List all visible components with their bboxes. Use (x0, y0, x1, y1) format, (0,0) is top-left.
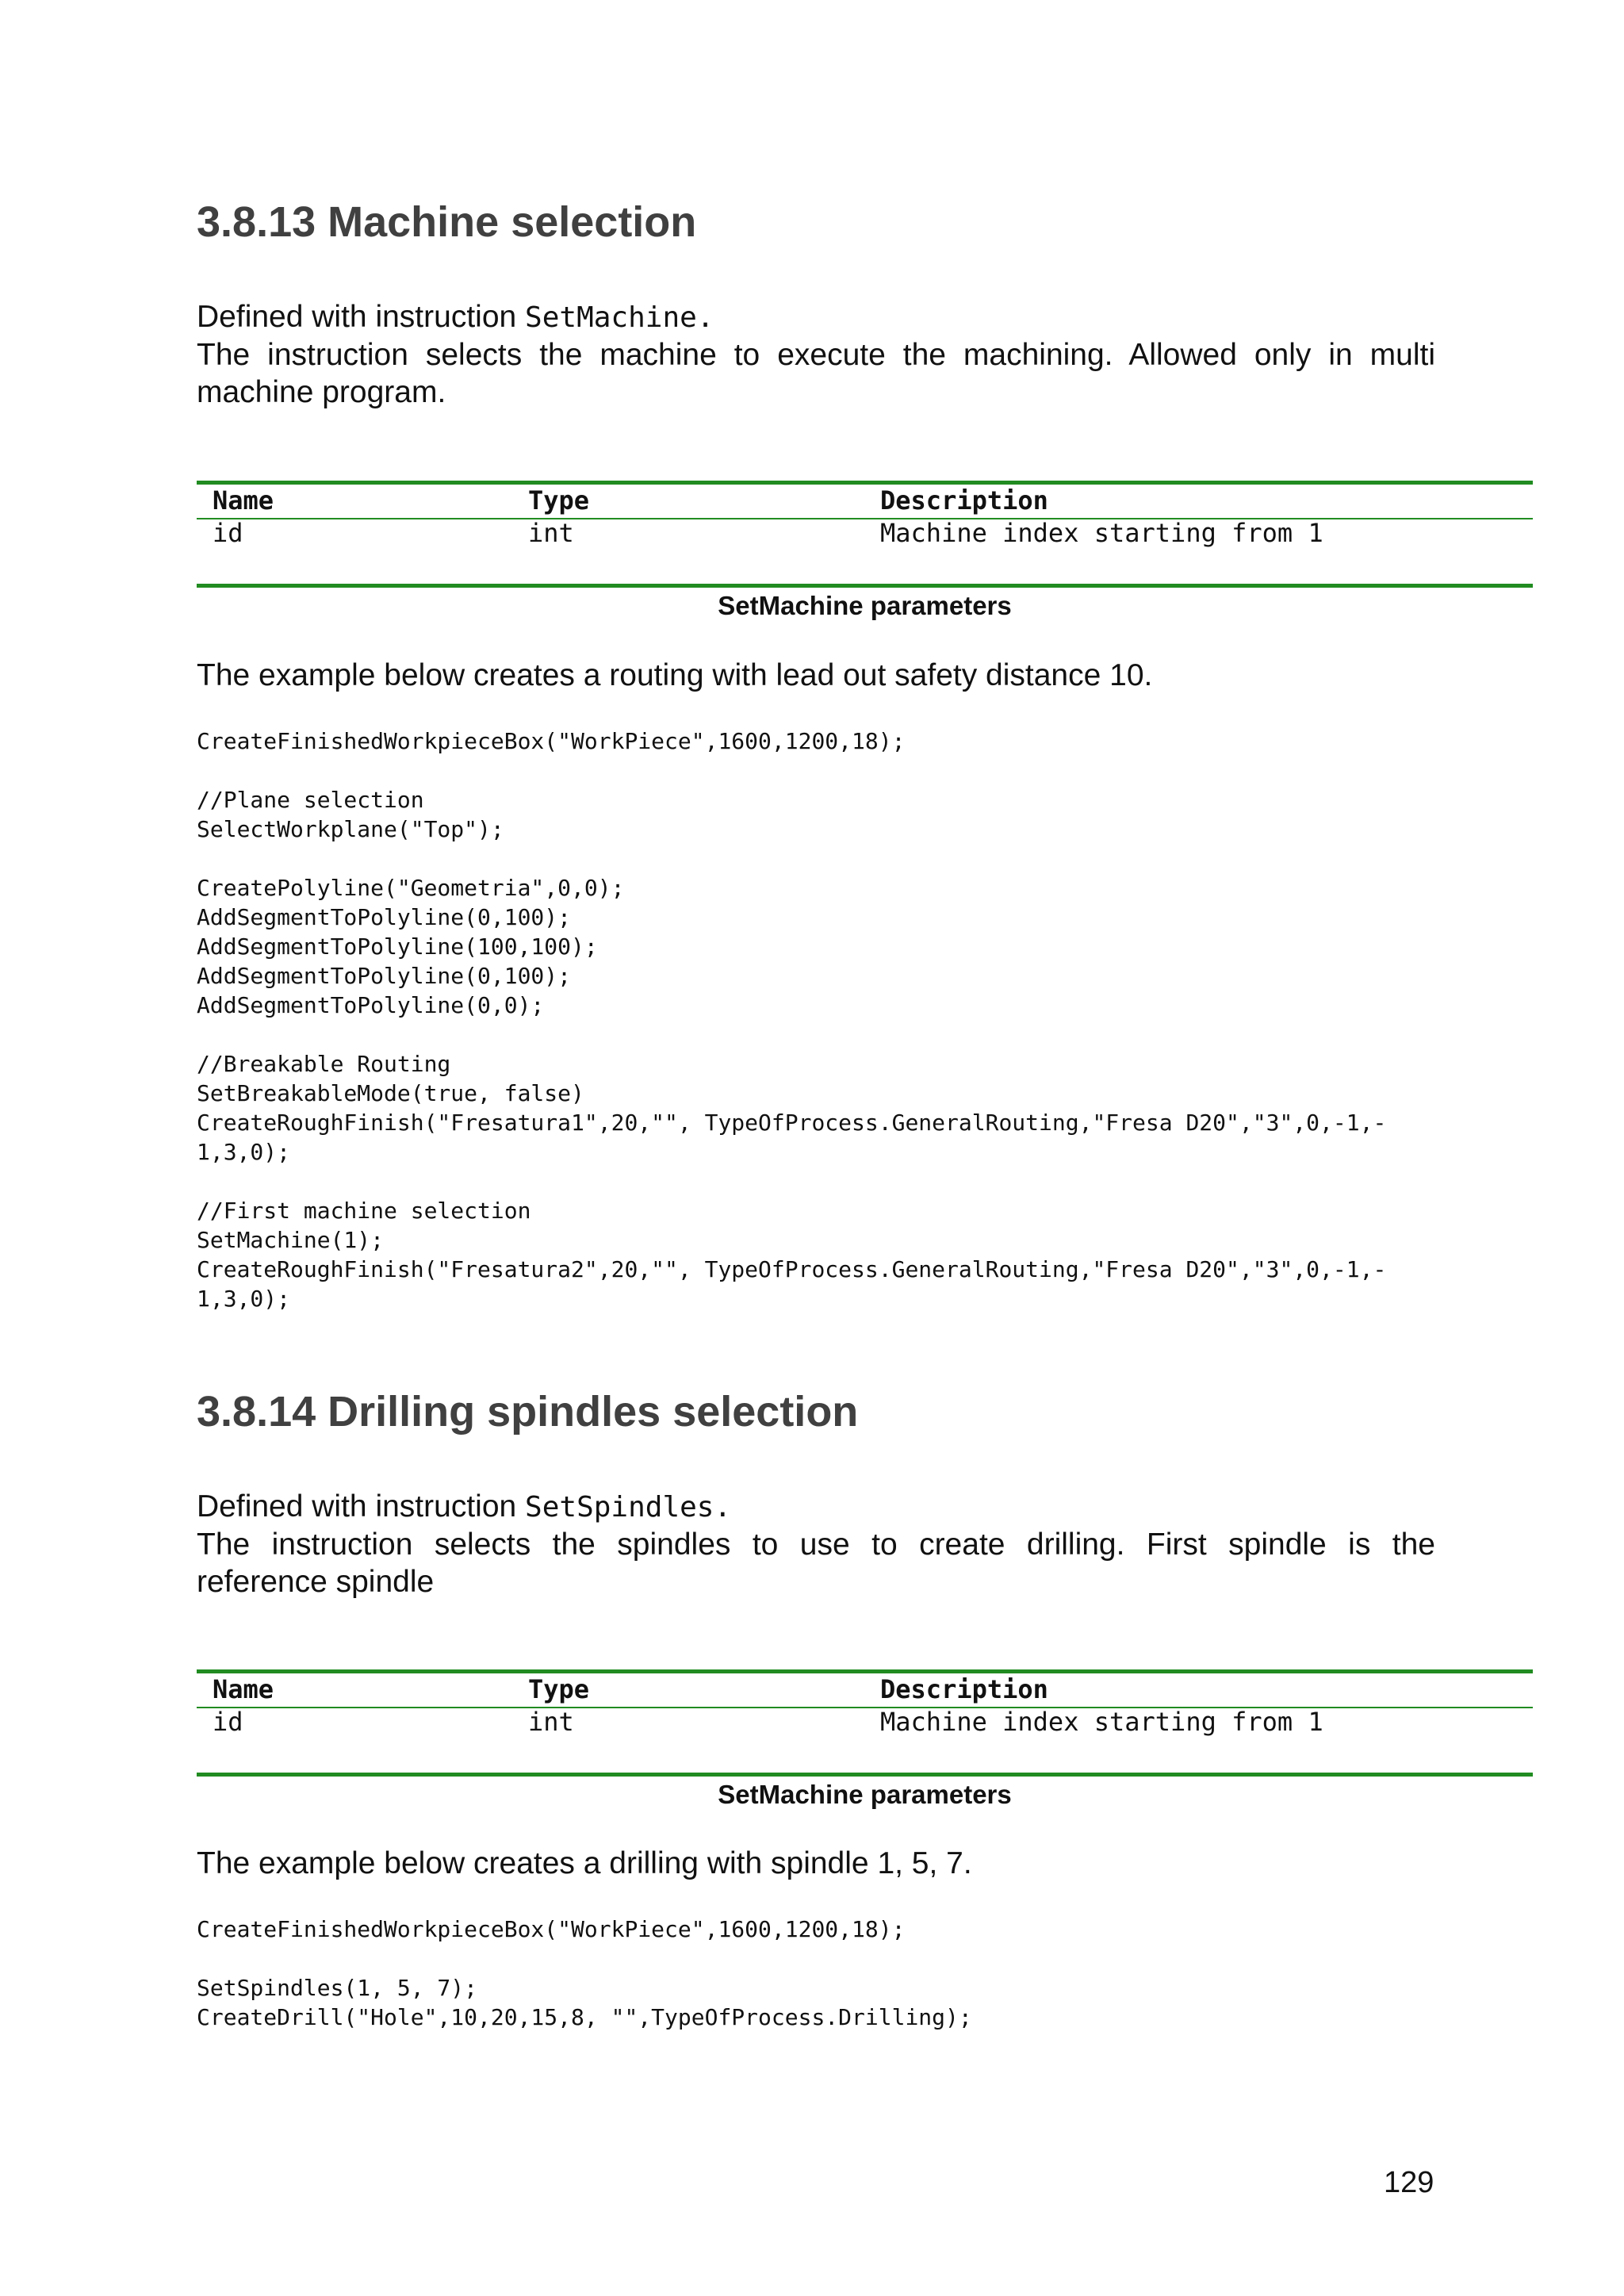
code-line (197, 1020, 1465, 1049)
table-cell-type: int (528, 518, 574, 548)
code-line: SetBreakableMode(true, false) (197, 1080, 584, 1106)
table-rule-bottom (197, 584, 1533, 588)
table-rule-header (197, 1707, 1533, 1708)
table-rule-top (197, 1669, 1533, 1673)
column-header-description: Description (880, 485, 1048, 516)
column-header-description: Description (880, 1674, 1048, 1704)
code-line: CreateRoughFinish("Fresatura1",20,"", TypeOfProcess.GeneralRouting,"Fresa D20","3",0,-1,- (197, 1110, 1387, 1136)
section-heading-machine-selection: 3.8.13 Machine selection (197, 198, 697, 246)
table-cell-name: id (213, 518, 243, 548)
code-line: AddSegmentToPolyline(100,100); (197, 933, 598, 960)
table-caption: SetMachine parameters (718, 591, 1012, 620)
code-line: SelectWorkplane("Top"); (197, 816, 504, 842)
code-line: AddSegmentToPolyline(0,100); (197, 904, 572, 930)
section-heading-drilling-spindles: 3.8.14 Drilling spindles selection (197, 1388, 859, 1435)
code-line: CreateRoughFinish("Fresatura2",20,"", TypeOfProcess.GeneralRouting,"Fresa D20","3",0,-1,- (197, 1256, 1387, 1282)
description-line: The instruction selects the machine to execute the machining. Allowed only in multi (197, 338, 1435, 372)
example-intro: The example below creates a routing with lead out safety distance 10. (197, 658, 1153, 692)
table-cell-type: int (528, 1707, 574, 1737)
table-cell-name: id (213, 1707, 243, 1737)
defined-with-line (197, 1488, 1435, 1526)
code-line (197, 1167, 1465, 1196)
code-line: CreateFinishedWorkpieceBox("WorkPiece",1600,1200,18); (197, 1916, 906, 1942)
table-rule-header (197, 518, 1533, 519)
code-line: //First machine selection (197, 1198, 531, 1224)
code-example (197, 1915, 1465, 2032)
description-line: The instruction selects the spindles to use to create drilling. First spindle is the (197, 1527, 1435, 1562)
table-cell-description: Machine index starting from 1 (880, 1707, 1323, 1737)
column-header-type: Type (528, 1674, 590, 1704)
table-rule-bottom (197, 1773, 1533, 1777)
code-line: //Breakable Routing (197, 1051, 451, 1077)
column-header-type: Type (528, 485, 590, 516)
table-caption: SetMachine parameters (718, 1780, 1012, 1809)
code-line (197, 756, 1465, 785)
instruction-code: SetMachine. (525, 301, 714, 334)
code-line: CreateDrill("Hole",10,20,15,8, "",TypeOfProcess.Drilling); (197, 2004, 972, 2030)
code-line (197, 1944, 1465, 1973)
code-line: CreateFinishedWorkpieceBox("WorkPiece",1600,1200,18); (197, 728, 906, 754)
instruction-code: SetSpindles. (525, 1491, 732, 1524)
code-example (197, 726, 1465, 1313)
description-line: machine program. (197, 375, 446, 409)
parameters-table (197, 1669, 1533, 1814)
code-line (197, 844, 1465, 873)
parameters-table (197, 481, 1533, 625)
defined-with-line (197, 298, 1435, 336)
code-line: CreatePolyline("Geometria",0,0); (197, 875, 625, 901)
code-line: SetMachine(1); (197, 1227, 385, 1253)
defined-prefix: Defined with instruction (197, 1489, 526, 1524)
example-intro: The example below creates a drilling with spindle 1, 5, 7. (197, 1846, 972, 1880)
section-description (197, 1488, 1435, 1600)
table-cell-description: Machine index starting from 1 (880, 518, 1323, 548)
code-line: AddSegmentToPolyline(0,0); (197, 992, 545, 1018)
defined-prefix: Defined with instruction (197, 300, 526, 334)
code-line: AddSegmentToPolyline(0,100); (197, 963, 572, 989)
code-line: SetSpindles(1, 5, 7); (197, 1975, 478, 2001)
column-header-name: Name (213, 485, 274, 516)
page-number: 129 (1384, 2166, 1434, 2199)
table-rule-top (197, 481, 1533, 485)
code-line: 1,3,0); (197, 1139, 291, 1165)
code-line: //Plane selection (197, 787, 424, 813)
column-header-name: Name (213, 1674, 274, 1704)
code-line: 1,3,0); (197, 1286, 291, 1312)
section-description (197, 298, 1435, 411)
description-line: reference spindle (197, 1565, 435, 1599)
